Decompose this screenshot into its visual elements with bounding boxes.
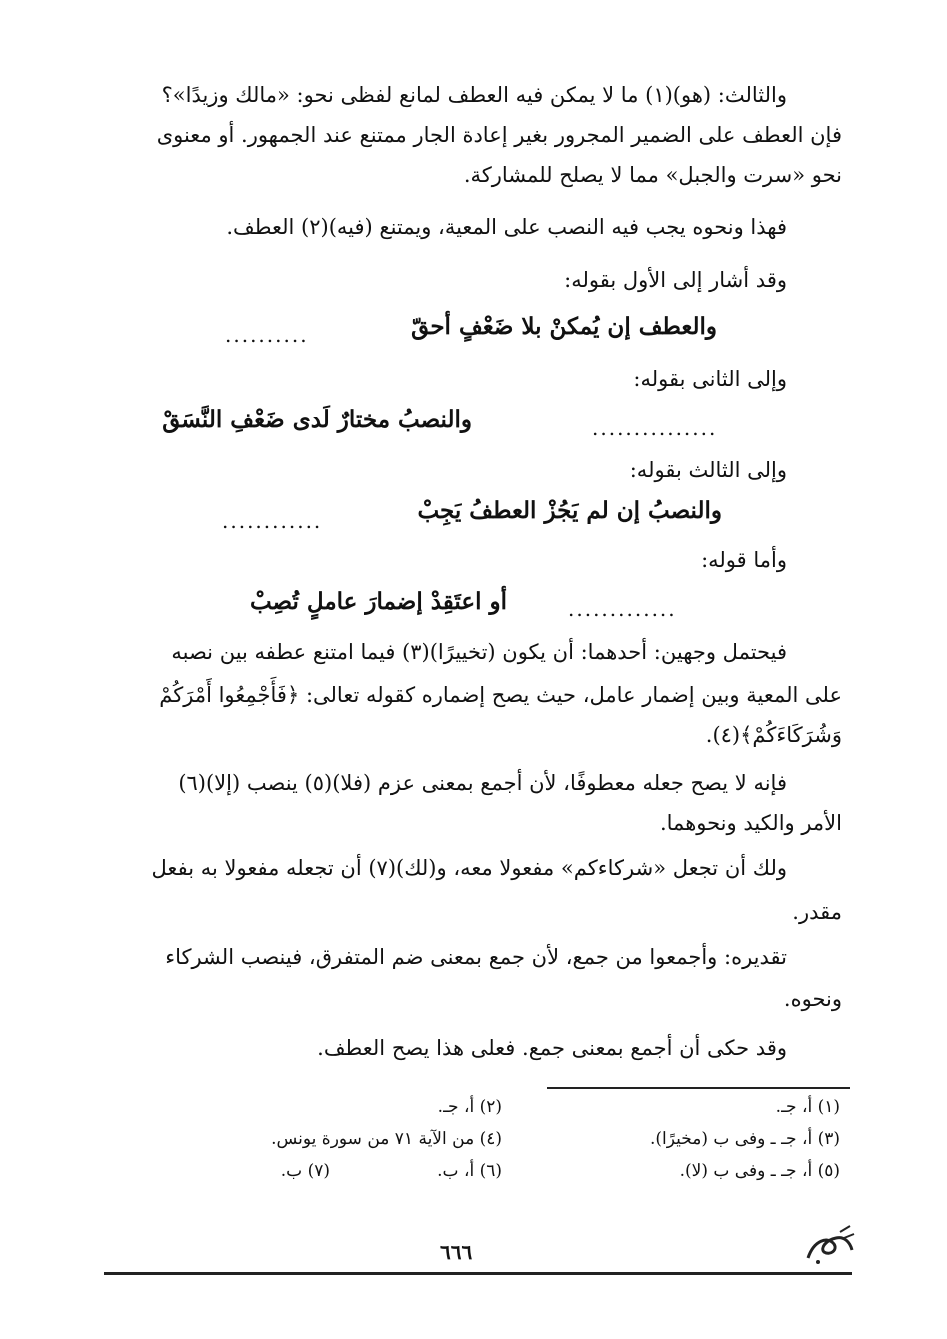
verse-4-second-hemistich: أو اعتَقِدْ إضمارَ عاملٍ تُصِبْ <box>249 588 507 615</box>
paragraph-9-line-2: مقدر. <box>792 900 842 924</box>
footnote-7: (٧) ب. <box>280 1161 330 1181</box>
paragraph-7-line-1: فيحتمل وجهين: أحدهما: أن يكون (تخييرًا)(٣) فيما امتنع عطفه بين نصبه <box>171 640 787 664</box>
publisher-logo-icon <box>800 1210 860 1270</box>
footnote-4: (٤) من الآية ٧١ من سورة يونس. <box>271 1129 502 1149</box>
paragraph-4: وإلى الثانى بقوله: <box>633 367 787 391</box>
paragraph-5: وإلى الثالث بقوله: <box>629 458 787 482</box>
footnote-5: (٥) أ، جـ ـ وفى ب (لا). <box>679 1161 840 1181</box>
verse-1-first-hemistich: والعطف إن يُمكنْ بلا ضَعْفٍ أحقّ <box>411 313 717 340</box>
paragraph-10-line-1: تقديره: وأجمعوا من جمع، لأن جمع بمعنى ضم المتفرق، فينصب الشركاء <box>165 945 787 969</box>
paragraph-1-line-3: نحو «سرت والجبل» مما لا يصلح للمشاركة. <box>463 163 842 187</box>
paragraph-10-line-2: ونحوه. <box>783 987 842 1011</box>
paragraph-6: وأما قوله: <box>701 548 787 572</box>
verse-2-second-hemistich: والنصبُ مختارٌ لَدى ضَعْفِ النَّسَقْ <box>162 406 472 433</box>
verse-4-dots: ............. <box>568 597 677 621</box>
paragraph-8-line-2: الأمر والكيد ونحوهما. <box>659 811 842 835</box>
paragraph-7-line-3: وَشُرَكَاءَكُمْ﴾(٤). <box>705 723 842 747</box>
page-bottom-rule <box>104 1272 852 1275</box>
paragraph-7-line-2: على المعية وبين إضمار عامل، حيث يصح إضماره كقوله تعالى: ﴿فَأَجْمِعُوا أَمْرَكُمْ <box>159 683 842 707</box>
verse-2-dots: ............... <box>592 416 718 440</box>
paragraph-1-line-2: فإن العطف على الضمير المجرور بغير إعادة الجار ممتنع عند الجمهور. أو معنوى <box>156 123 842 147</box>
footnote-1: (١) أ، جـ. <box>775 1097 840 1117</box>
verse-3-first-hemistich: والنصبُ إن لم يَجُزْ العطفُ يَجِبْ <box>417 497 722 524</box>
verse-3-dots: ............ <box>222 509 323 533</box>
footnote-6: (٦) أ، ب. <box>437 1161 502 1181</box>
paragraph-2: فهذا ونحوه يجب فيه النصب على المعية، ويمتنع (فيه)(٢) العطف. <box>226 215 787 239</box>
paragraph-3: وقد أشار إلى الأول بقوله: <box>564 268 787 292</box>
footnote-2: (٢) أ، جـ. <box>437 1097 502 1117</box>
paragraph-9-line-1: ولك أن تجعل «شركاءكم» مفعولا معه، و(لك)(٧) أن تجعله مفعولا به بفعل <box>151 856 787 880</box>
paragraph-11: وقد حكى أن أجمع بمعنى جمع. فعلى هذا يصح العطف. <box>317 1036 787 1060</box>
paragraph-1-line-1: والثالث: (هو)(١) ما لا يمكن فيه العطف لمانع لفظى نحو: «مالك وزيدًا»؟ <box>161 83 787 107</box>
page-number: ٦٦٦ <box>440 1240 473 1264</box>
footnote-3: (٣) أ، جـ ـ وفى ب (مخيرًا). <box>649 1129 840 1149</box>
footnote-divider <box>547 1087 850 1089</box>
verse-1-dots: .......... <box>225 323 309 347</box>
paragraph-8-line-1: فإنه لا يصح جعله معطوفًا، لأن أجمع بمعنى عزم (فلا)(٥) ينصب (إلا)(٦) <box>178 771 787 795</box>
